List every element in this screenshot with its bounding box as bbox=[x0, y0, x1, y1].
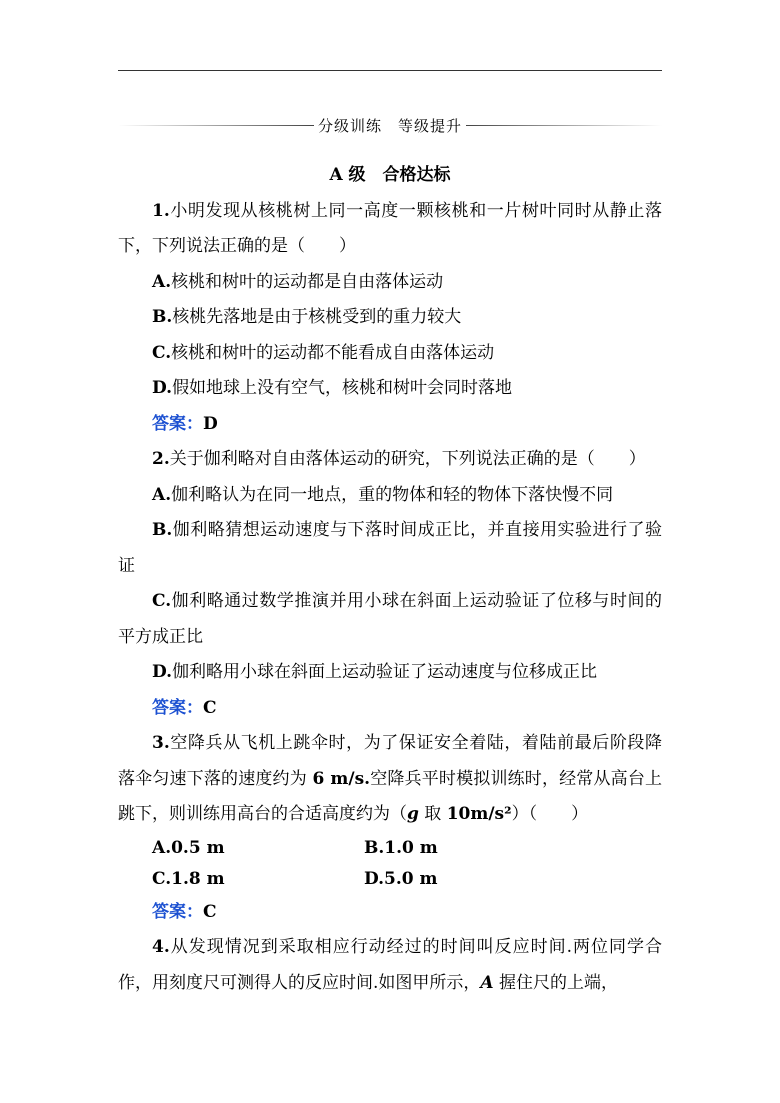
question-1-option-a bbox=[118, 265, 662, 301]
option-letter: C. bbox=[152, 342, 172, 363]
question-1-option-b bbox=[118, 300, 662, 336]
option-text: 伽利略猜想运动速度与下落时间成正比，并直接用实验进行了验证 bbox=[118, 520, 662, 576]
section-banner bbox=[118, 114, 662, 136]
banner-title: 分级训练 等级提升 bbox=[318, 116, 463, 135]
question-3-answer bbox=[118, 895, 662, 931]
option-letter: A. bbox=[152, 271, 172, 292]
question-1-stem bbox=[118, 194, 662, 265]
question-3-option-d: D.5.0 m bbox=[364, 868, 438, 889]
question-3-options-row-2 bbox=[118, 864, 662, 895]
question-text: 关于伽利略对自由落体运动的研究，下列说法正确的是（ ） bbox=[169, 449, 646, 469]
question-number: 2. bbox=[152, 449, 170, 469]
answer-label: 答案： bbox=[152, 413, 203, 434]
question-3-option-b: B.1.0 m bbox=[364, 837, 438, 858]
header-rule bbox=[118, 70, 662, 71]
answer-value: C bbox=[203, 901, 217, 922]
question-2-option-a bbox=[118, 478, 662, 514]
question-2-option-d bbox=[118, 655, 662, 691]
question-text-cont: 取 bbox=[418, 804, 447, 824]
question-text: 空降兵从飞机上跳伞时，为了保证安全着陆，着陆前最后阶段降落伞匀速下落的速度约为 bbox=[118, 733, 662, 789]
question-text-cont: 空降兵平时模拟训练时，经常从高台上跳下，则训练用高台的合适高度约为（ bbox=[118, 768, 662, 824]
option-letter: D. bbox=[152, 378, 173, 398]
question-2-option-b bbox=[118, 513, 662, 584]
question-text-cont: 握住尺的上端， bbox=[493, 972, 619, 993]
person-label: A bbox=[480, 972, 494, 993]
gravity-value: 10m/s² bbox=[446, 804, 512, 824]
answer-label: 答案： bbox=[152, 901, 203, 922]
question-3-options-row-1 bbox=[118, 833, 662, 864]
question-3-stem bbox=[118, 726, 662, 833]
question-2-answer bbox=[118, 691, 662, 727]
option-text: 核桃和树叶的运动都是自由落体运动 bbox=[171, 271, 444, 292]
gravity-symbol: g bbox=[407, 804, 419, 824]
option-text: 伽利略认为在同一地点，重的物体和轻的物体下落快慢不同 bbox=[171, 484, 614, 505]
banner-line-right bbox=[466, 125, 662, 126]
option-letter: A. bbox=[152, 484, 172, 505]
question-number: 1. bbox=[152, 200, 170, 221]
answer-label: 答案： bbox=[152, 697, 203, 718]
question-number: 3. bbox=[152, 733, 170, 753]
question-text: 从发现情况到采取相应行动经过的时间叫反应时间.两位同学合作，用刻度尺可测得人的反应时间.如图甲所示， bbox=[118, 937, 662, 993]
question-text-cont: ）（ ） bbox=[511, 804, 589, 824]
question-1-option-c bbox=[118, 336, 662, 372]
option-text: 核桃先落地是由于核桃受到的重力较大 bbox=[172, 307, 462, 327]
speed-value: 6 m/s. bbox=[312, 768, 371, 789]
banner-line-left bbox=[118, 125, 314, 126]
question-1-option-d bbox=[118, 371, 662, 407]
question-1-answer bbox=[118, 407, 662, 443]
question-4-stem bbox=[118, 930, 662, 1001]
question-3-option-a: A.0.5 m bbox=[152, 837, 225, 858]
option-letter: D. bbox=[152, 662, 173, 682]
option-letter: B. bbox=[152, 307, 173, 327]
option-text: 假如地球上没有空气，核桃和树叶会同时落地 bbox=[172, 378, 513, 398]
question-3-option-c: C.1.8 m bbox=[152, 868, 225, 889]
document-body bbox=[118, 158, 662, 1001]
level-title: A 级 合格达标 bbox=[329, 165, 451, 185]
option-text: 伽利略通过数学推演并用小球在斜面上运动验证了位移与时间的平方成正比 bbox=[118, 591, 662, 647]
question-number: 4. bbox=[152, 937, 170, 957]
option-letter: C. bbox=[152, 591, 172, 611]
question-2-option-c bbox=[118, 584, 662, 655]
option-text: 核桃和树叶的运动都不能看成自由落体运动 bbox=[171, 342, 495, 363]
answer-value: D bbox=[203, 413, 218, 434]
question-text: 小明发现从核桃树上同一高度一颗核桃和一片树叶同时从静止落下，下列说法正确的是（ ） bbox=[118, 200, 662, 256]
question-2-stem bbox=[118, 442, 662, 478]
answer-value: C bbox=[203, 697, 217, 718]
option-letter: B. bbox=[152, 520, 173, 540]
option-text: 伽利略用小球在斜面上运动验证了运动速度与位移成正比 bbox=[172, 662, 598, 682]
